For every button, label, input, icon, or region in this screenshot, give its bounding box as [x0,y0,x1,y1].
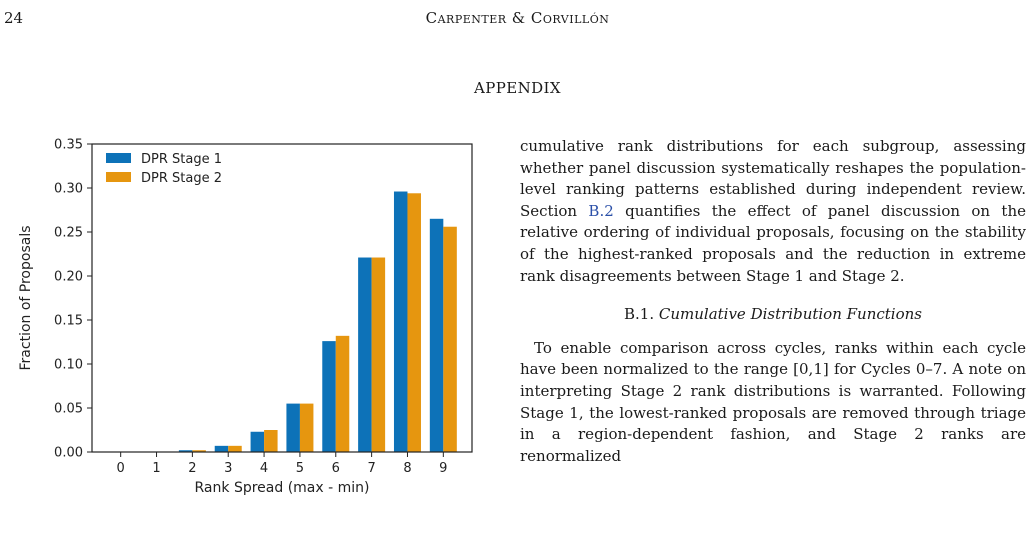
bar-stage2-9 [443,227,457,452]
bar-stage1-9 [430,219,444,452]
x-tick-label-7: 7 [367,461,376,476]
subsection-heading [520,304,1026,326]
bar-stage1-5 [286,404,300,452]
y-tick-label-0.30: 0.30 [54,181,83,197]
x-tick-label-5: 5 [295,461,305,476]
bar-stage2-4 [264,430,278,452]
bar-stage1-8 [394,192,408,452]
bar-stage1-3 [215,446,229,452]
bar-stage2-8 [407,193,421,452]
y-tick-label-0.10: 0.10 [54,357,83,373]
x-tick-label-0: 0 [116,461,125,476]
bar-stage2-6 [336,336,350,452]
running-head: Carpenter & Corvillón [425,9,610,27]
x-tick-label-6: 6 [331,461,340,476]
rank-spread-bar-chart [8,132,478,512]
paragraph-2: To enable comparison across cycles, ranks within each cycle have been normalized to the range [0,1] for Cycles 0–7. A note on interpreting Stage 2 rank distributions is warranted. Following Stage 1, the lowest-ranked proposals are removed through triage in a region-dependent fashion, and Stage 2 ranks are renormalized [520,338,1026,465]
paragraph-1-text-b: quantifies the effect of panel discussion on the relative ordering of individual proposals, focusing on the stability of the highest-ranked proposals and the reduction in extreme rank disagreements between Stage 1 and Stage 2. [520,201,1026,285]
y-axis-label: Fraction of Proposals [18,225,34,371]
x-axis-label: Rank Spread (max - min) [194,480,370,496]
x-tick-label-3: 3 [224,461,233,476]
bar-stage2-3 [228,446,242,452]
y-tick-label-0.20: 0.20 [54,269,83,285]
body-text [520,136,1026,467]
y-tick-label-0.00: 0.00 [54,445,83,461]
legend-label-2: DPR Stage 2 [141,171,222,186]
bar-stage1-7 [358,258,372,452]
y-tick-label-0.05: 0.05 [54,401,83,417]
bar-stage2-7 [372,258,386,452]
legend-swatch-1 [106,153,131,163]
paragraph-1-text-a: cumulative rank distributions for each subgroup, assessing whether panel discussion systematically reshapes the population-level ranking patterns established during independent review. Section [520,137,1026,220]
subsection-title: Cumulative Distribution Functions [658,305,922,324]
subsection-number: B.1. [623,305,655,324]
page-number: 24 [4,9,24,27]
y-tick-label-0.15: 0.15 [54,313,83,329]
legend-swatch-2 [106,172,131,182]
legend-label-1: DPR Stage 1 [141,152,222,167]
x-tick-label-4: 4 [259,461,269,476]
figure-rank-spread [8,132,478,512]
section-link-b2[interactable]: B.2 [588,201,614,220]
y-tick-label-0.25: 0.25 [54,225,83,241]
bar-stage1-4 [251,432,265,452]
bar-stage2-5 [300,404,314,452]
bar-stage1-6 [322,341,336,452]
x-tick-label-9: 9 [439,461,448,476]
y-tick-label-0.35: 0.35 [54,137,83,153]
x-tick-label-2: 2 [188,461,197,476]
x-tick-label-8: 8 [403,461,412,476]
x-tick-label-1: 1 [152,461,161,476]
appendix-title: APPENDIX [474,79,561,97]
paragraph-1 [520,136,1026,287]
